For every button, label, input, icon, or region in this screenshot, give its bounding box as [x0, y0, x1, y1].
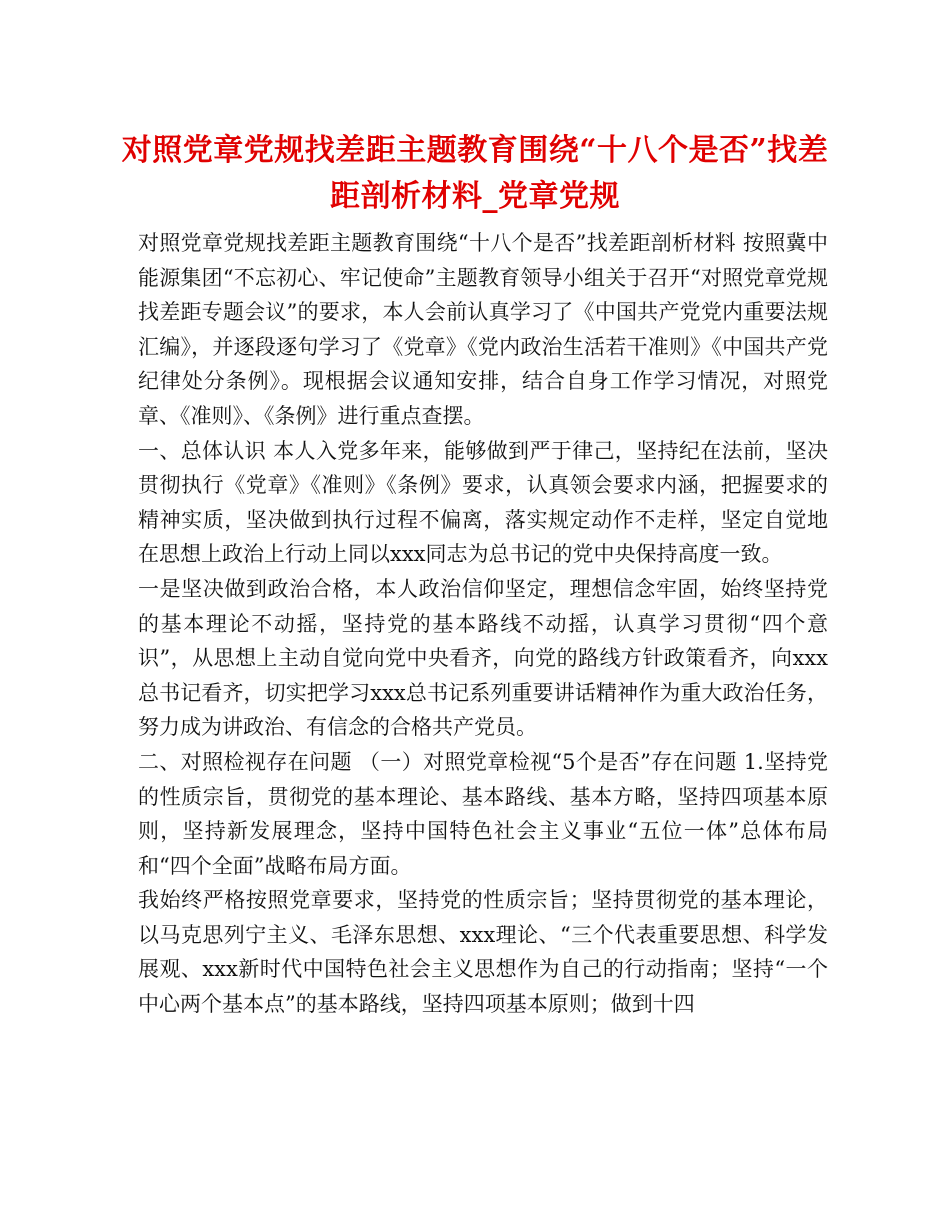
paragraph-intro: 对照党章党规找差距主题教育围绕“十八个是否”找差距剖析材料 按照冀中能源集团“不忘初心、牢记使命”主题教育领导小组关于召开“对照党章党规找差距专题会议”的要求，本人会前认真学习了《中国共产党党内重要法规汇编》，并逐段逐句学习了《党章》《党内政治生活若干准则》《中国共产党纪律处分条例》。现根据会议通知安排，结合自身工作学习情况，对照党章、《准则》、《条例》进行重点查摆。 — [138, 231, 828, 428]
paragraph-problems-review: 二、对照检视存在问题 （一）对照党章检视“5个是否”存在问题 1.坚持党的性质宗旨，贯彻党的基本理论、基本路线、基本方略，坚持四项基本原则，坚持新发展理念，坚持中国特色社会主义事业“五位一体”总体布局和“四个全面”战略布局方面。 — [138, 749, 828, 878]
paragraph-overall-understanding: 一、总体认识 本人入党多年来，能够做到严于律己，坚持纪在法前，坚决贯彻执行《党章》《准则》《条例》要求，认真领会要求内涵，把握要求的精神实质，坚决做到执行过程不偏离，落实规定动作不走样，坚定自觉地在思想上政治上行动上同以xxx同志为总书记的党中央保持高度一致。 — [138, 438, 828, 567]
document-body — [138, 226, 828, 1022]
paragraph-party-constitution: 我始终严格按照党章要求，坚持党的性质宗旨；坚持贯彻党的基本理论，以马克思列宁主义、毛泽东思想、xxx理论、“三个代表重要思想、科学发展观、xxx新时代中国特色社会主义思想作为自己的行动指南；坚持“一个中心两个基本点”的基本路线，坚持四项基本原则；做到十四 — [138, 888, 828, 1017]
document-title: 对照党章党规找差距主题教育围绕“十八个是否”找差距剖析材料_党章党规 — [121, 133, 829, 214]
paragraph-political-qualification: 一是坚决做到政治合格，本人政治信仰坚定，理想信念牢固，始终坚持党的基本理论不动摇，坚持党的基本路线不动摇，认真学习贯彻“四个意识”，从思想上主动自觉向党中央看齐，向党的路线方针政策看齐，向xxx总书记看齐，切实把学习xxx总书记系列重要讲话精神作为重大政治任务，努力成为讲政治、有信念的合格共产党员。 — [138, 576, 828, 740]
